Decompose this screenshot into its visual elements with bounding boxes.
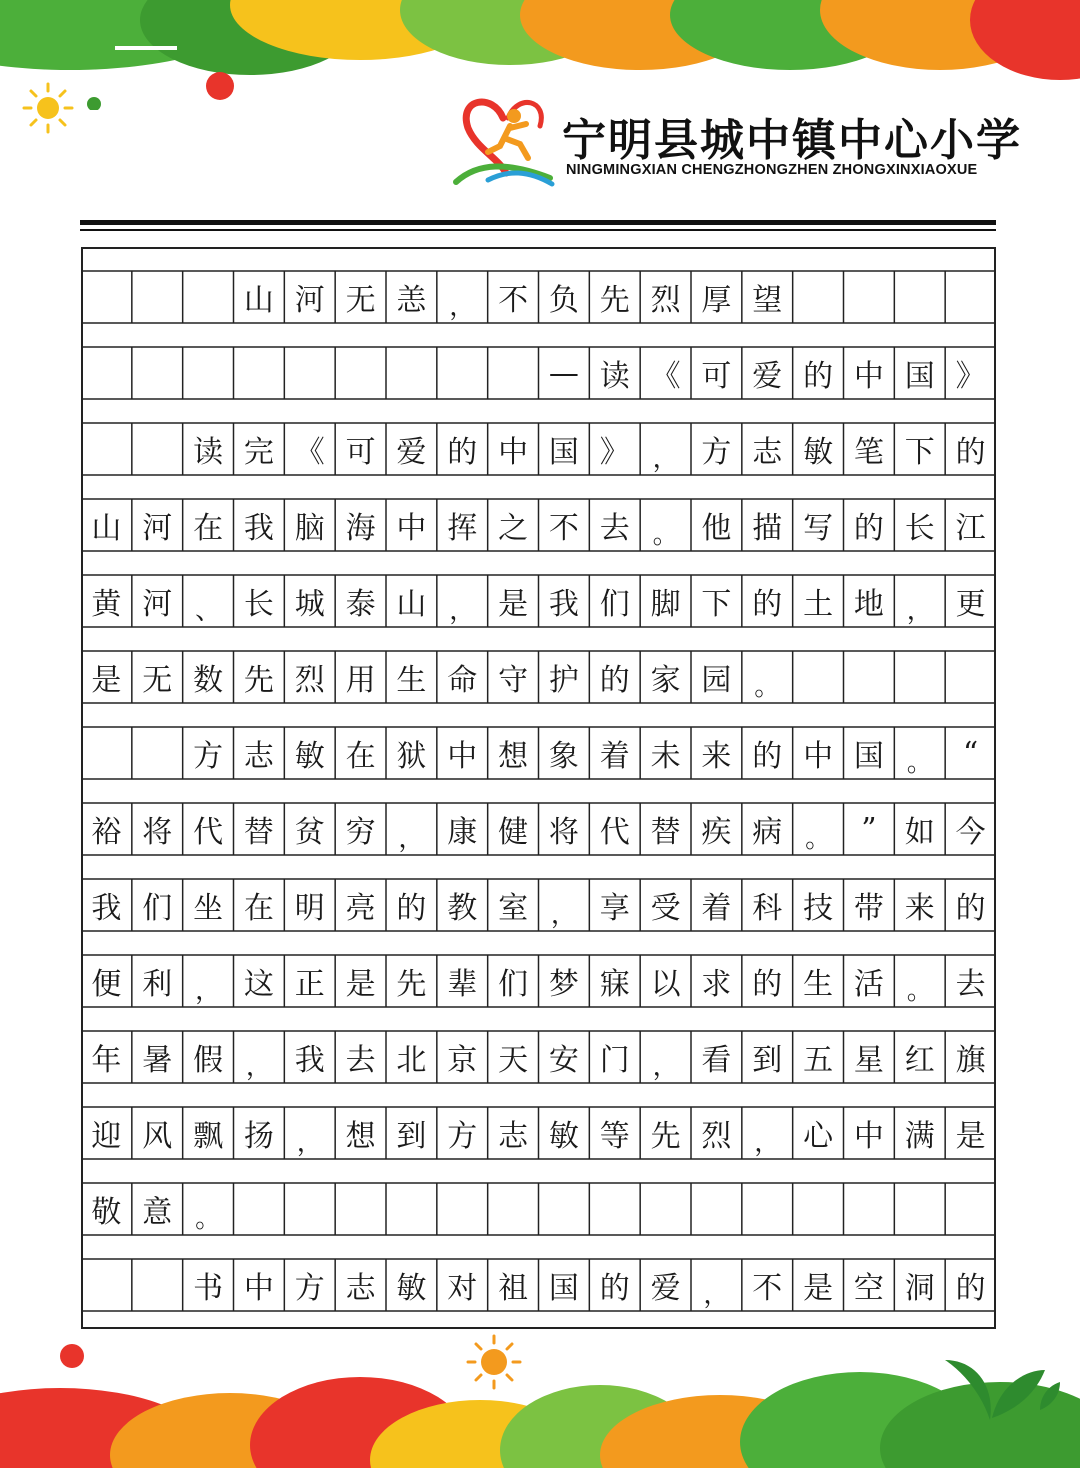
- grid-char: 家: [650, 663, 681, 698]
- grid-char: 病: [752, 815, 783, 850]
- grid-char: 健: [498, 815, 529, 850]
- grid-char: 志: [243, 739, 274, 774]
- grid-char: 中: [498, 435, 529, 470]
- grid-char: 贫: [294, 815, 325, 850]
- grid-char: 黄: [91, 587, 122, 622]
- school-pinyin: NINGMINGXIAN CHENGZHONGZHEN ZHONGXINXIAOXUE: [566, 162, 978, 178]
- grid-char: 安: [548, 1043, 579, 1078]
- grid-char: 如: [904, 815, 935, 850]
- grid-char: 无: [142, 663, 173, 698]
- grid-char: 看: [701, 1043, 732, 1078]
- grid-char: 爱: [396, 435, 427, 470]
- grid-char: 的: [955, 435, 986, 470]
- grid-char: 辈: [447, 967, 478, 1002]
- grid-char: ，: [550, 900, 577, 930]
- grid-char: 爱: [752, 359, 783, 394]
- grid-char: ，: [652, 1052, 679, 1082]
- grid-char: 更: [955, 587, 986, 622]
- grid-char: 中: [853, 359, 884, 394]
- grid-char: 的: [752, 739, 783, 774]
- grid-char: 明: [294, 891, 325, 926]
- grid-char: 护: [548, 663, 579, 698]
- grid-char: 不: [752, 1271, 783, 1306]
- grid-char: 科: [752, 891, 783, 926]
- grid-char: 的: [853, 511, 884, 546]
- grid-char: 脚: [650, 587, 681, 622]
- grid-char: 山: [91, 511, 122, 546]
- grid-char: 将: [548, 815, 579, 850]
- grid-char: 今: [955, 815, 986, 850]
- heart-runner-logo-icon: [448, 78, 558, 188]
- grid-char: 象: [548, 739, 579, 774]
- grid-char: 暑: [142, 1043, 173, 1078]
- grid-char: ，: [195, 976, 222, 1006]
- grid-char: 以: [650, 967, 681, 1002]
- grid-char: 先: [243, 663, 274, 698]
- grid-char: 我: [243, 511, 274, 546]
- grid-char: 去: [955, 967, 986, 1002]
- grid-char: 烈: [294, 663, 325, 698]
- grid-char: 是: [91, 663, 122, 698]
- grid-char: 在: [345, 739, 376, 774]
- grid-char: 狱: [396, 739, 427, 774]
- grid-char: 星: [853, 1043, 884, 1078]
- grid-char: —: [548, 355, 579, 391]
- grid-char: 北: [396, 1043, 427, 1078]
- grid-char: 的: [599, 1271, 630, 1306]
- grid-char: 将: [142, 815, 173, 850]
- grid-char: ，: [652, 444, 679, 474]
- grid-char: 的: [396, 891, 427, 926]
- grid-char: 五: [803, 1043, 834, 1078]
- grid-char: 河: [294, 283, 325, 318]
- grid-char: 泰: [345, 587, 376, 622]
- grid-char: 去: [599, 511, 630, 546]
- grid-char: 烈: [650, 283, 681, 318]
- grid-char: 国: [853, 739, 884, 774]
- grid-char: 我: [91, 891, 122, 926]
- sun-icon-bottom: [462, 1330, 526, 1394]
- grid-char: 生: [396, 663, 427, 698]
- header-rule-thin: [80, 229, 996, 231]
- grid-char: 到: [752, 1043, 783, 1078]
- grid-char: 在: [193, 511, 224, 546]
- grid-char: 的: [752, 967, 783, 1002]
- grid-char: 江: [955, 511, 986, 546]
- grid-char: 想: [498, 739, 529, 774]
- grid-char: 替: [243, 815, 274, 850]
- grid-char: 空: [853, 1271, 884, 1306]
- grid-char: 门: [599, 1043, 630, 1078]
- grid-char: 。: [754, 672, 781, 702]
- grid-char: 河: [142, 511, 173, 546]
- grid-char: 们: [599, 587, 630, 622]
- grid-char: 用: [345, 663, 376, 698]
- grid-char: 中: [803, 739, 834, 774]
- grid-char: 满: [904, 1119, 935, 1154]
- grid-char: 我: [548, 587, 579, 622]
- grid-char: 读: [599, 359, 630, 394]
- grid-char: 的: [955, 891, 986, 926]
- grid-char: 敏: [803, 435, 834, 470]
- grid-char: 疾: [701, 815, 732, 850]
- grid-char: 志: [752, 435, 783, 470]
- grid-char: 假: [193, 1043, 224, 1078]
- grid-char: 意: [142, 1195, 173, 1230]
- grid-char: 不: [548, 511, 579, 546]
- grid-char: 中: [396, 511, 427, 546]
- grid-char: 红: [904, 1043, 935, 1078]
- grid-char: 生: [803, 967, 834, 1002]
- grid-char: 城: [294, 587, 325, 622]
- grid-char: 。: [652, 520, 679, 550]
- grid-char: 先: [650, 1119, 681, 1154]
- grid-char: ，: [754, 1128, 781, 1158]
- grid-char: 风: [142, 1119, 173, 1154]
- grid-char: 扬: [243, 1119, 274, 1154]
- grid-char: 命: [447, 663, 478, 698]
- grid-char: 先: [396, 967, 427, 1002]
- grid-char: 着: [701, 891, 732, 926]
- school-name: 宁明县城中镇中心小学: [562, 115, 1022, 166]
- composition-grid: [81, 247, 996, 1329]
- grid-char: 的: [803, 359, 834, 394]
- grid-char: 到: [396, 1119, 427, 1154]
- grid-char: 。: [906, 748, 933, 778]
- grid-char: 们: [498, 967, 529, 1002]
- grid-char: 坐: [193, 891, 224, 926]
- grid-char: 土: [803, 587, 834, 622]
- grid-char: 来: [904, 891, 935, 926]
- grid-char: ，: [296, 1128, 323, 1158]
- grid-char: 求: [701, 967, 732, 1002]
- grid-char: 不: [498, 283, 529, 318]
- grid-char: 负: [548, 283, 579, 318]
- grid-char: 梦: [548, 967, 579, 1002]
- grid-char: 技: [803, 891, 834, 926]
- grid-char: 旗: [955, 1043, 986, 1078]
- grid-char: 挥: [447, 511, 478, 546]
- grid-char: 心: [803, 1119, 834, 1154]
- grid-char: 国: [904, 359, 935, 394]
- header-rule: [80, 220, 996, 225]
- grid-char: 是: [345, 967, 376, 1002]
- grid-char: 可: [701, 359, 732, 394]
- grid-char: 可: [345, 435, 376, 470]
- bottom-decoration: [0, 1330, 1080, 1468]
- grid-char: 读: [193, 435, 224, 470]
- grid-char: 的: [599, 663, 630, 698]
- grid-char: 是: [803, 1271, 834, 1306]
- grid-char: 烈: [701, 1119, 732, 1154]
- essay-text: [81, 247, 996, 1329]
- grid-char: ，: [703, 1280, 730, 1310]
- grid-char: 、: [195, 596, 222, 626]
- grid-char: 方: [193, 739, 224, 774]
- grid-char: 来: [701, 739, 732, 774]
- grid-char: 望: [752, 283, 783, 318]
- sun-icon: [18, 78, 78, 138]
- grid-char: 裕: [91, 815, 122, 850]
- grid-char: 迎: [91, 1119, 122, 1154]
- grid-char: 中: [243, 1271, 274, 1306]
- grid-char: 厚: [701, 283, 732, 318]
- grid-char: 敏: [396, 1271, 427, 1306]
- grid-char: 他: [701, 511, 732, 546]
- grid-char: 河: [142, 587, 173, 622]
- grid-char: 完: [243, 435, 274, 470]
- grid-char: 便: [91, 967, 122, 1002]
- grid-char: 的: [447, 435, 478, 470]
- grid-char: 受: [650, 891, 681, 926]
- grid-char: 长: [904, 511, 935, 546]
- grid-char: 无: [345, 283, 376, 318]
- grid-char: 敬: [91, 1195, 122, 1230]
- grid-char: 方: [701, 435, 732, 470]
- grid-char: 长: [243, 587, 274, 622]
- grid-char: 是: [955, 1119, 986, 1154]
- grid-char: 先: [599, 283, 630, 318]
- grid-char: 天: [498, 1043, 529, 1078]
- grid-char: 洞: [904, 1271, 935, 1306]
- grid-char: 康: [447, 815, 478, 850]
- grid-char: 们: [142, 891, 173, 926]
- grid-char: 地: [853, 587, 884, 622]
- grid-char: 。: [195, 1204, 222, 1234]
- grid-char: 在: [243, 891, 274, 926]
- grid-char: 带: [853, 891, 884, 926]
- grid-char: 《: [650, 359, 681, 394]
- grid-char: 中: [447, 739, 478, 774]
- grid-char: 我: [294, 1043, 325, 1078]
- grid-char: 志: [345, 1271, 376, 1306]
- grid-char: 未: [650, 739, 681, 774]
- grid-char: 亮: [345, 891, 376, 926]
- grid-char: 书: [193, 1271, 224, 1306]
- grid-char: ，: [398, 824, 425, 854]
- grid-char: 室: [498, 891, 529, 926]
- grid-char: 祖: [498, 1271, 529, 1306]
- grid-char: 寐: [599, 967, 630, 1002]
- grid-char: 守: [498, 663, 529, 698]
- grid-char: 园: [701, 663, 732, 698]
- grid-char: 国: [548, 1271, 579, 1306]
- grid-char: 是: [498, 587, 529, 622]
- grid-char: ，: [449, 292, 476, 322]
- grid-char: 去: [345, 1043, 376, 1078]
- grid-char: 代: [599, 815, 630, 850]
- grid-char: ，: [906, 596, 933, 626]
- grid-char: 想: [345, 1119, 376, 1154]
- grid-char: 下: [701, 587, 732, 622]
- grid-char: ，: [449, 596, 476, 626]
- grid-char: 替: [650, 815, 681, 850]
- grid-char: 着: [599, 739, 630, 774]
- grid-char: 下: [904, 435, 935, 470]
- grid-char: 代: [193, 815, 224, 850]
- grid-char: ，: [245, 1052, 272, 1082]
- grid-char: 这: [243, 967, 274, 1002]
- grid-char: 方: [447, 1119, 478, 1154]
- grid-char: 海: [345, 511, 376, 546]
- grid-char: ”: [861, 811, 877, 847]
- grid-char: 爱: [650, 1271, 681, 1306]
- grid-char: 国: [548, 435, 579, 470]
- grid-char: 。: [805, 824, 832, 854]
- grid-char: 山: [396, 587, 427, 622]
- grid-char: 敏: [294, 739, 325, 774]
- grid-char: 正: [294, 967, 325, 1002]
- grid-char: 恙: [396, 283, 427, 318]
- grid-char: 教: [447, 891, 478, 926]
- grid-char: 活: [853, 967, 884, 1002]
- grid-char: 对: [447, 1271, 478, 1306]
- grid-char: 脑: [294, 511, 325, 546]
- grid-char: 中: [853, 1119, 884, 1154]
- grid-char: 《: [294, 435, 325, 470]
- grid-char: 志: [498, 1119, 529, 1154]
- grid-char: 利: [142, 967, 173, 1002]
- grid-char: 。: [906, 976, 933, 1006]
- grid-char: 享: [599, 891, 630, 926]
- grid-char: 》: [955, 359, 986, 394]
- grid-char: 京: [447, 1043, 478, 1078]
- grid-char: 》: [599, 435, 630, 470]
- grid-char: 笔: [853, 435, 884, 470]
- grid-char: 描: [752, 511, 783, 546]
- grid-char: 山: [243, 283, 274, 318]
- grid-char: 方: [294, 1271, 325, 1306]
- grid-char: 的: [752, 587, 783, 622]
- grid-char: 写: [803, 511, 834, 546]
- grid-char: 等: [599, 1119, 630, 1154]
- grid-char: 穷: [345, 815, 376, 850]
- grid-char: “: [962, 735, 979, 771]
- grid-char: 敏: [548, 1119, 579, 1154]
- grid-char: 之: [498, 511, 529, 546]
- grid-char: 数: [193, 663, 224, 698]
- grid-char: 年: [91, 1043, 122, 1078]
- grid-char: 飘: [193, 1119, 224, 1154]
- grid-char: 的: [955, 1271, 986, 1306]
